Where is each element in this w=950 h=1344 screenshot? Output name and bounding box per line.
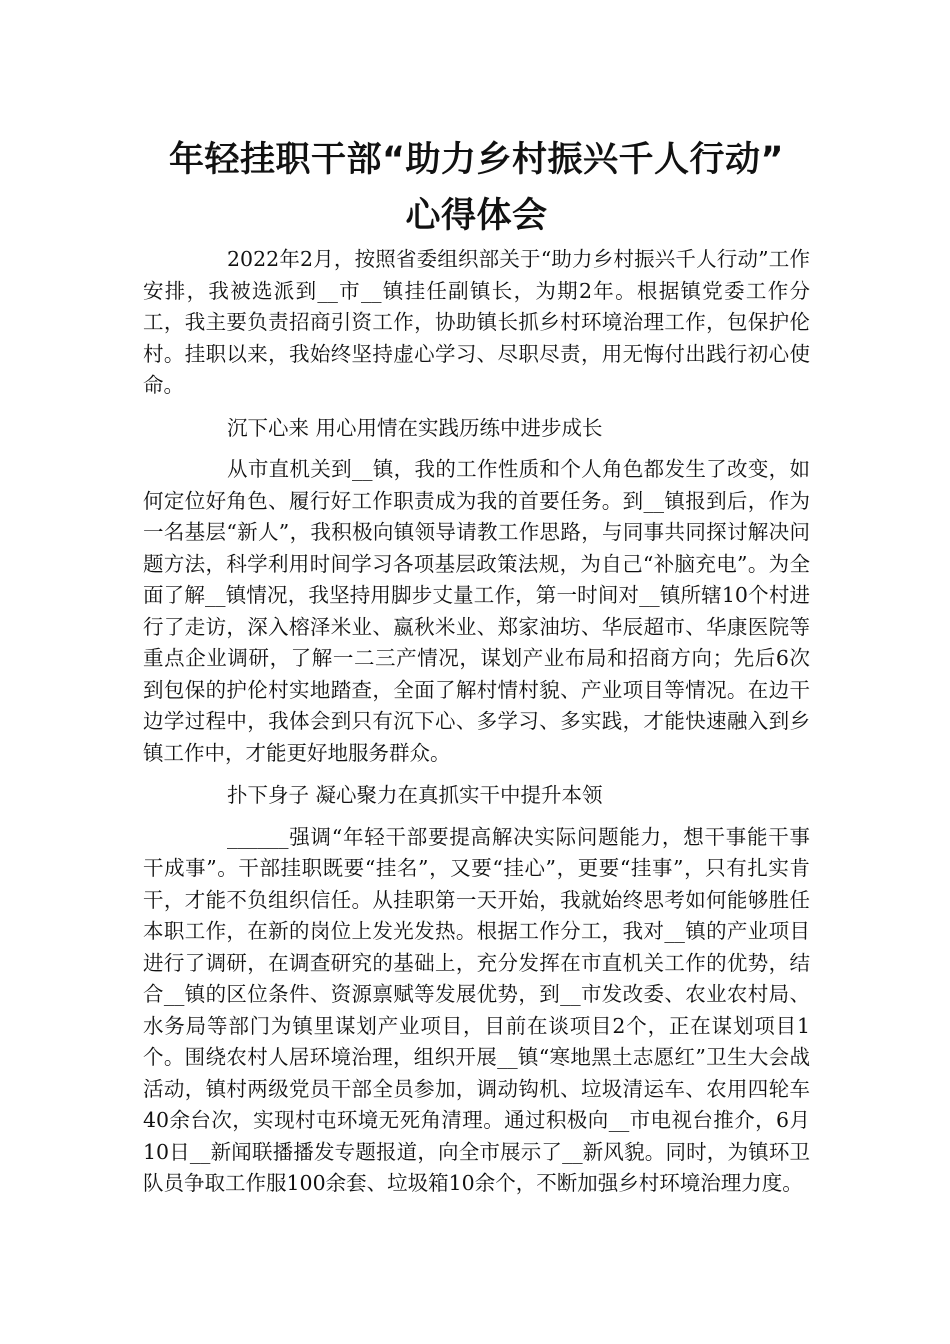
section-2-paragraph: ______强调“年轻干部要提高解决实际问题能力，想干事能干事干成事”。干部挂职既要“挂名”，又要“挂心”，更要“挂事”，只有扎实肯干，才能不负组织信任。从挂职第一天开始，我就始终思考如何能够胜任本职工作，在新的岗位上发光发热。根据工作分工，我对__镇的产业项目进行了调研，在调查研究的基础上，充分发挥在市直机关工作的优势，结合__镇的区位条件、资源禀赋等发展优势，到__市发改委、农业农村局、水务局等部门为镇里谋划产业项目，目前在谈项目2个，正在谋划项目1个。围绕农村人居环境治理，组织开展__镇“寒地黑土志愿红”卫生大会战活动，镇村两级党员干部全员参加，调动钩机、垃圾清运车、农用四轮车40余台次，实现村屯环境无死角清理。通过积极向__市电视台推介，6月10日__新闻联播播发专题报道，向全市展示了__新风貌。同时，为镇环卫队员争取工作服100余套、垃圾箱10余个，不断加强乡村环境治理力度。 bbox=[143, 824, 810, 1195]
section-1-paragraph: 从市直机关到__镇，我的工作性质和个人角色都发生了改变，如何定位好角色、履行好工作职责成为我的首要任务。到__镇报到后，作为一名基层“新人”，我积极向镇领导请教工作思路，与同事共同探讨解决问题方法，科学利用时间学习各项基层政策法规，为自己“补脑充电”。为全面了解__镇情况，我坚持用脚步丈量工作，第一时间对__镇所辖10个村进行了走访，深入榕泽米业、嬴秋米业、郑家油坊、华辰超市、华康医院等重点企业调研，了解一二三产情况，谋划产业布局和招商方向；先后6次到包保的护伦村实地踏查，全面了解村情村貌、产业项目等情况。在边干边学过程中，我体会到只有沉下心、多学习、多实践，才能快速融入到乡镇工作中，才能更好地服务群众。 bbox=[143, 457, 810, 765]
document-title bbox=[143, 132, 810, 244]
document-body bbox=[143, 244, 810, 1200]
title-line-1: 年轻挂职干部“助力乡村振兴千人行动” bbox=[168, 140, 784, 180]
section-heading-1: 沉下心来 用心用情在实践历练中进步成长 bbox=[227, 415, 603, 440]
intro-paragraph: 2022年2月，按照省委组织部关于“助力乡村振兴千人行动”工作安排，我被选派到__市__镇挂任副镇长，为期2年。根据镇党委工作分工，我主要负责招商引资工作，协助镇长抓乡村环境治理工作，包保护伦村。挂职以来，我始终坚持虚心学习、尽职尽责，用无悔付出践行初心使命。 bbox=[143, 247, 810, 397]
title-line-2: 心得体会 bbox=[405, 196, 548, 236]
section-heading-2: 扑下身子 凝心聚力在真抓实干中提升本领 bbox=[227, 783, 603, 807]
